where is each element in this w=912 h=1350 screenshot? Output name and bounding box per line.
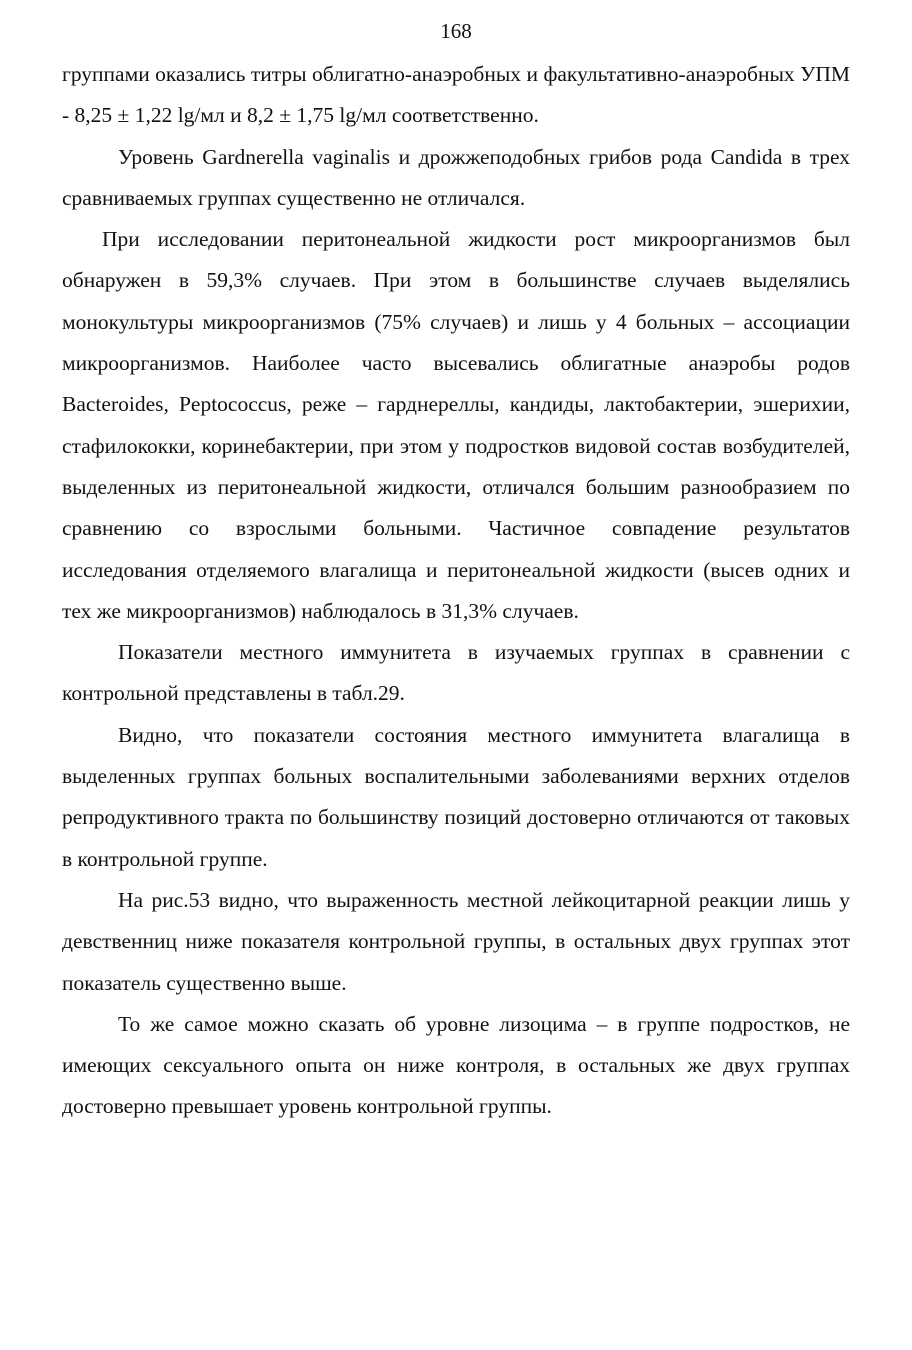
- paragraph-peritoneal-fluid: При исследовании перитонеальной жидкости рост микроорганизмов был обнаружен в 59,3% случаев. При этом в большинстве случаев выделялись монокультуры микроорганизмов (75% случаев) и лишь у 4 больных – ассоциации микроорганизмов. Наиболее часто высевались облигатные анаэробы родов Bacteroides, Peptococcus, реже – гарднереллы, кандиды, лактобактерии, эшерихии, стафилококки, коринебактерии, при этом у подростков видовой состав возбудителей, выделенных из перитонеальной жидкости, отличался большим разнообразием по сравнению со взрослыми больными. Частичное совпадение результатов исследования отделяемого влагалища и перитонеальной жидкости (высев одних и тех же микроорганизмов) наблюдалось в 31,3% случаев.: [62, 227, 850, 623]
- paragraph-lysozyme: То же самое можно сказать об уровне лизоцима – в группе подростков, не имеющих сексуального опыта он ниже контроля, в остальных же двух группах достоверно превышает уровень контрольной группы.: [62, 1011, 850, 1119]
- paragraph-immunity-indicators: Видно, что показатели состояния местного иммунитета влагалища в выделенных группах больных воспалительными заболеваниями верхних отделов репродуктивного тракта по большинству позиций достоверно отличаются от таковых в контрольной группе.: [62, 722, 850, 871]
- page-number: 168: [440, 19, 472, 43]
- paragraph-local-immunity: Показатели местного иммунитета в изучаемых группах в сравнении с контрольной представлены в табл.29.: [62, 640, 850, 706]
- paragraph-continuation: группами оказались титры облигатно-анаэробных и факультативно-анаэробных УПМ - 8,25 ± 1,22 lg/мл и 8,2 ± 1,75 lg/мл соответственно.: [62, 62, 850, 128]
- paragraph-gardnerella: Уровень Gardnerella vaginalis и дрожжеподобных грибов рода Candida в трех сравниваемых группах существенно не отличался.: [62, 144, 850, 210]
- body-text: [62, 54, 850, 1128]
- paragraph-figure-53: На рис.53 видно, что выраженность местной лейкоцитарной реакции лишь у девственниц ниже показателя контрольной группы, в остальных двух группах этот показатель существенно выше.: [62, 887, 850, 995]
